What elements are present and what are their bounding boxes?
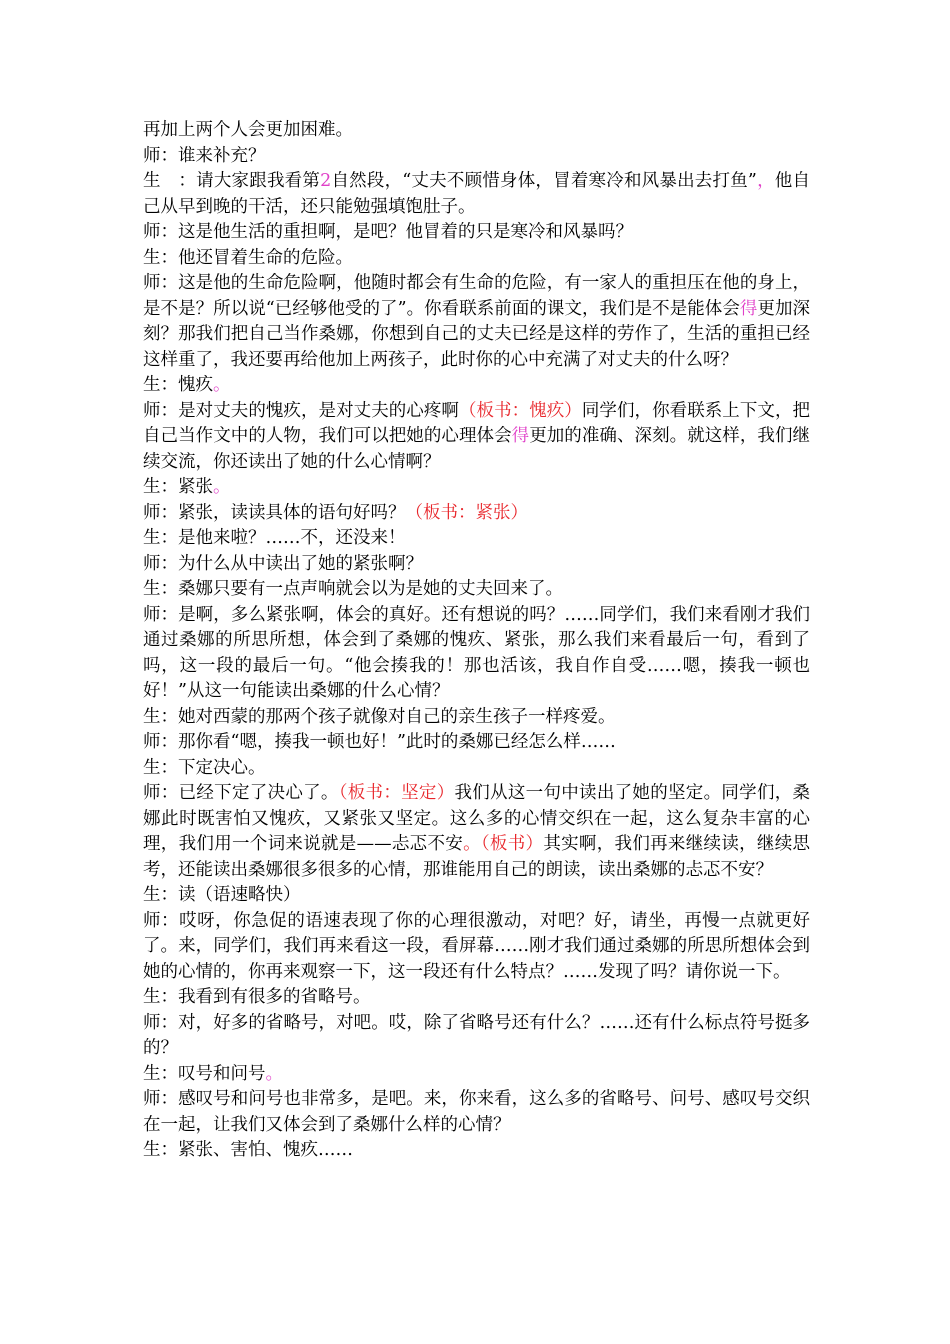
dialogue-line bbox=[143, 883, 810, 909]
dialogue-line bbox=[143, 603, 810, 705]
line-text: 其实啊，我们再来继续读，继续思考，还能读出桑娜很多很多的心情，那谁能用自己的朗读，读出桑娜的忐忑不安？ bbox=[143, 834, 811, 880]
line-text: 师：谁来补充？ bbox=[143, 145, 266, 166]
dialogue-line bbox=[143, 985, 810, 1011]
dialogue-line bbox=[143, 220, 810, 246]
annotation-text: （板书：紧张） bbox=[405, 502, 528, 523]
dialogue-line bbox=[143, 756, 810, 782]
line-text: 师：为什么从中读出了她的紧张啊？ bbox=[143, 553, 423, 574]
highlight-text: 。 bbox=[213, 375, 231, 395]
line-text: 更加的准确、深刻。就这样，我们继续交流，你还读出了她的什么心情啊？ bbox=[143, 426, 811, 472]
dialogue-line bbox=[143, 373, 810, 399]
line-text: 我们从这一句中读出了她的坚定。同学们，桑娜此时既害怕又愧疚，又紧张又坚定。这么多的心情交织在一起，这么复杂丰富的心理，我们用一个词来说就是——忐忑不安 bbox=[143, 783, 811, 854]
annotation-text: （板书：坚定） bbox=[338, 783, 455, 803]
dialogue-line bbox=[143, 399, 810, 476]
dialogue-line bbox=[143, 730, 810, 756]
line-text: 生：紧张 bbox=[143, 477, 213, 497]
line-text: 师：这是他生活的重担啊，是吧？他冒着的只是寒冷和风暴吗？ bbox=[143, 222, 633, 242]
line-text: 生：下定决心。 bbox=[143, 757, 266, 778]
line-text: 同学们，你看联系上下文，把自己当作文中的人物，我们可以把她的心理体会 bbox=[143, 400, 811, 446]
dialogue-line bbox=[143, 526, 810, 552]
highlight-text: 得 bbox=[739, 298, 758, 319]
dialogue-line bbox=[143, 705, 810, 731]
dialogue-line bbox=[143, 501, 810, 527]
line-text: 更加深刻？那我们把自己当作桑娜，你想到自己的丈夫已经是这样的劳作了，生活的重担已经这样重了，我还要再给他加上两孩子，此时你的心中充满了对丈夫的什么呀？ bbox=[143, 298, 811, 370]
line-text: 生 ：请大家跟我看第 bbox=[143, 171, 321, 191]
annotation-text: 。（板书） bbox=[463, 834, 544, 854]
line-text: 师：紧张，读读具体的语句好吗？ bbox=[143, 502, 406, 523]
dialogue-line bbox=[143, 475, 810, 501]
dialogue-line bbox=[143, 246, 810, 272]
dialogue-line bbox=[143, 1011, 810, 1062]
line-text: 师：是啊，多么紧张啊，体会的真好。还有想说的吗？……同学们，我们来看刚才我们通过桑娜的所思所想，体会到了桑娜的愧疚、紧张，那么我们来看最后一句，看到了吗，这一段的最后一句。“他会揍我的！那也活该，我自作自受……嗯，揍我一顿也好！”从这一句能读出桑娜的什么心情？ bbox=[143, 604, 810, 701]
dialogue-line bbox=[143, 577, 810, 603]
dialogue-line bbox=[143, 1138, 810, 1164]
dialogue-line bbox=[143, 552, 810, 578]
highlight-text: 2 bbox=[320, 171, 332, 191]
highlight-text: 得 bbox=[511, 426, 530, 446]
line-text: 生：是他来啦？……不，还没来！ bbox=[143, 528, 406, 548]
dialogue-line bbox=[143, 1062, 810, 1088]
line-text: 师：已经下定了决心了。 bbox=[143, 783, 339, 803]
line-text: 生：她对西蒙的那两个孩子就像对自己的亲生孩子一样疼爱。 bbox=[143, 706, 616, 727]
line-text: 师：哎呀，你急促的语速表现了你的心理很激动，对吧？好，请坐，再慢一点就更好了。来，同学们，我们再来看这一段，看屏幕……刚才我们通过桑娜的所思所想体会到她的心情的，你再来观察一下，这一段还有什么特点？……发现了吗？请你说一下。 bbox=[143, 910, 810, 982]
highlight-text: 。 bbox=[265, 1063, 283, 1084]
line-text: 师：那你看“嗯，揍我一顿也好！”此时的桑娜已经怎么样…… bbox=[143, 732, 616, 752]
highlight-text: ， bbox=[756, 171, 775, 191]
line-text: 生：紧张、害怕、愧疚…… bbox=[143, 1140, 353, 1160]
dialogue-line bbox=[143, 118, 810, 144]
line-text: 生：叹号和问号 bbox=[143, 1063, 266, 1084]
line-text: 他自己从早到晚的干活，还只能勉强填饱肚子。 bbox=[143, 171, 810, 217]
line-text: 自然段，“丈夫不顾惜身体，冒着寒冷和风暴出去打鱼” bbox=[331, 171, 757, 191]
dialogue-line bbox=[143, 1087, 810, 1138]
line-text: 生：愧疚 bbox=[143, 375, 213, 395]
line-text: 生：桑娜只要有一点声响就会以为是她的丈夫回来了。 bbox=[143, 579, 563, 599]
transcript-body bbox=[143, 118, 810, 1164]
line-text: 生：读（语速略快） bbox=[143, 885, 301, 905]
line-text: 师：是对丈夫的愧疚，是对丈夫的心疼啊 bbox=[143, 400, 459, 421]
line-text: 师：这是他的生命危险啊，他随时都会有生命的危险，有一家人的重担压在他的身上，是不是？所以说“已经够他受的了”。你看联系前面的课文，我们是不是能体会 bbox=[143, 273, 810, 319]
line-text: 生：他还冒着生命的危险。 bbox=[143, 247, 353, 268]
line-text: 师：对，好多的省略号，对吧。哎，除了省略号还有什么？……还有什么标点符号挺多的？ bbox=[143, 1012, 810, 1058]
dialogue-line bbox=[143, 169, 810, 220]
dialogue-line bbox=[143, 271, 810, 373]
highlight-text: 。 bbox=[213, 477, 231, 497]
line-text: 生：我看到有很多的省略号。 bbox=[143, 987, 371, 1007]
dialogue-line bbox=[143, 144, 810, 170]
dialogue-line bbox=[143, 781, 810, 883]
line-text: 再加上两个人会更加困难。 bbox=[143, 120, 353, 140]
annotation-text: （板书：愧疚） bbox=[458, 400, 582, 421]
dialogue-line bbox=[143, 909, 810, 986]
line-text: 师：感叹号和问号也非常多，是吧。来，你来看，这么多的省略号、问号、感叹号交织在一起，让我们又体会到了桑娜什么样的心情？ bbox=[143, 1089, 810, 1135]
